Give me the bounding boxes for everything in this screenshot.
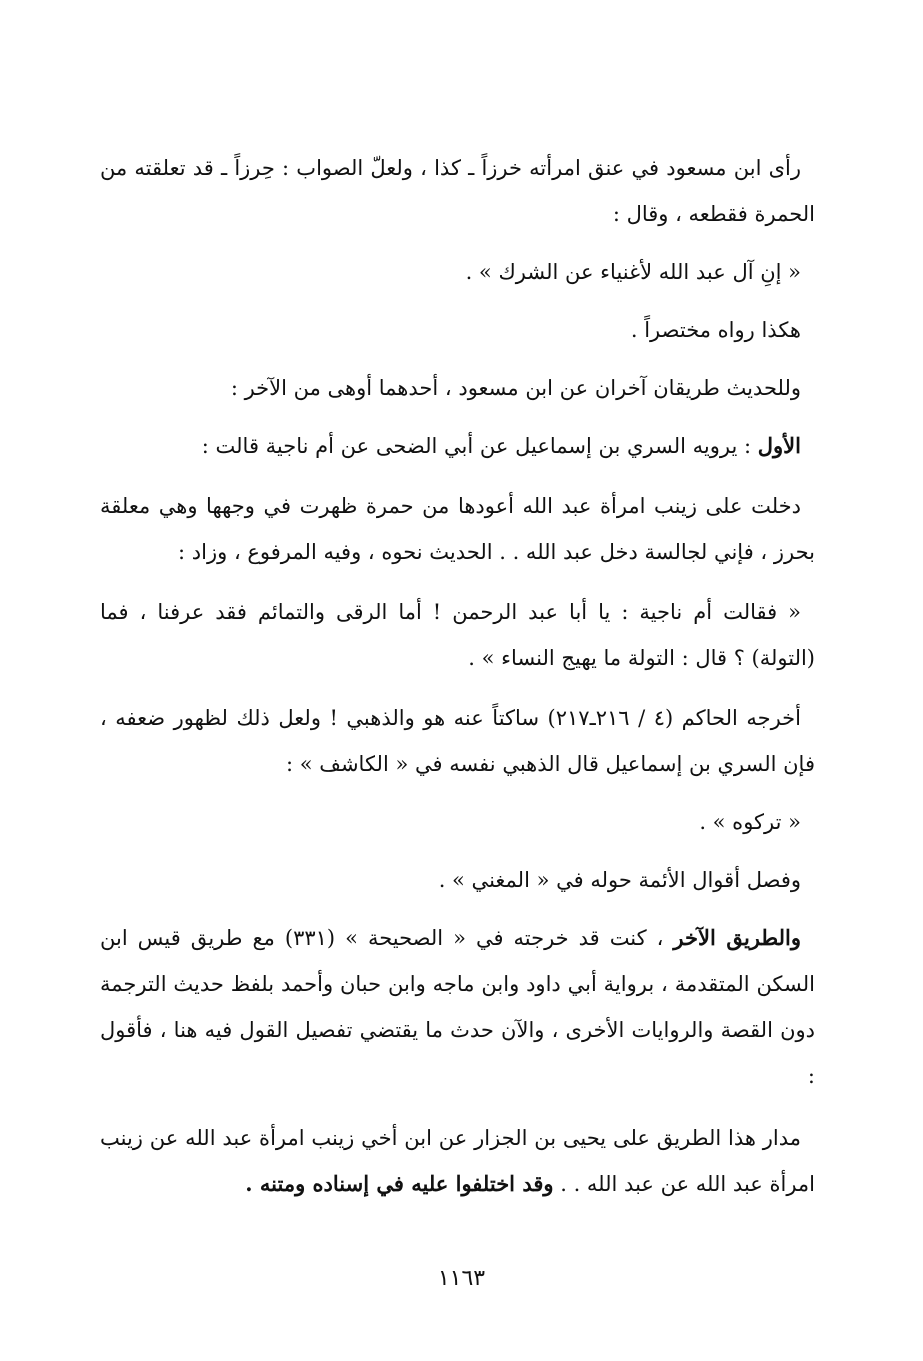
paragraph-5-text: : يرويه السري بن إسماعيل عن أبي الضحى عن أم ناجية قالت : [201,434,758,458]
quote-2: « فقالت أم ناجية : يا أبا عبد الرحمن ! أما الرقى والتمائم فقد عرفنا ، فما (التولة) ؟ قال : التولة ما يهيج النساء » . [100,600,815,670]
paragraph-5 [100,423,815,469]
other-path-label: والطريق الآخر [673,925,801,950]
paragraph-10: وفصل أقوال الأئمة حوله في « المغني » . [438,868,801,892]
paragraph-3: هكذا رواه مختصراً . [630,318,801,342]
paragraph-12 [100,1115,815,1207]
paragraph-11-text: ، كنت قد خرجته في « الصحيحة » (٣٣١) مع طريق قيس ابن السكن المتقدمة ، برواية أبي داود وابن ماجه وابن حبان وأحمد بلفظ حديث الترجمة دون القصة والروايات الأخرى ، والآن حدث ما يقتضي تفصيل القول فيه هنا ، فأقول : [100,926,815,1088]
paragraph-1: رأى ابن مسعود في عنق امرأته خرزاً ـ كذا ، ولعلّ الصواب : حِرزاً ـ قد تعلقته من الحمرة فقطعه ، وقال : [100,156,815,226]
paragraph-11 [100,915,815,1099]
quote-1: « إنِ آل عبد الله لأغنياء عن الشرك » . [465,260,801,284]
paragraph-4: وللحديث طريقان آخران عن ابن مسعود ، أحدهما أوهى من الآخر : [230,376,801,400]
page-number: ١١٦٣ [437,1266,486,1291]
paragraph-12-emphasis: وقد اختلفوا عليه في إسناده ومتنه . [245,1171,554,1196]
paragraph-12-text: مدار هذا الطريق على يحيى بن الجزار عن ابن أخي زينب امرأة عبد الله عن زينب امرأة عبد الله عن عبد الله . . [100,1126,815,1196]
paragraph-6: دخلت على زينب امرأة عبد الله أعودها من حمرة ظهرت في وجهها وهي معلقة بحرز ، فإني لجالسة دخل عبد الله . . الحديث نحوه ، وفيه المرفوع ، وزاد : [100,494,815,564]
first-path-label: الأول [757,433,801,458]
paragraph-8: أخرجه الحاكم (٤ / ٢١٦ـ٢١٧) ساكتاً عنه هو والذهبي ! ولعل ذلك لظهور ضعفه ، فإن السري بن إسماعيل قال الذهبي نفسه في « الكاشف » : [100,706,815,776]
quote-3: « تركوه » . [699,810,801,834]
page-body [100,145,815,1207]
